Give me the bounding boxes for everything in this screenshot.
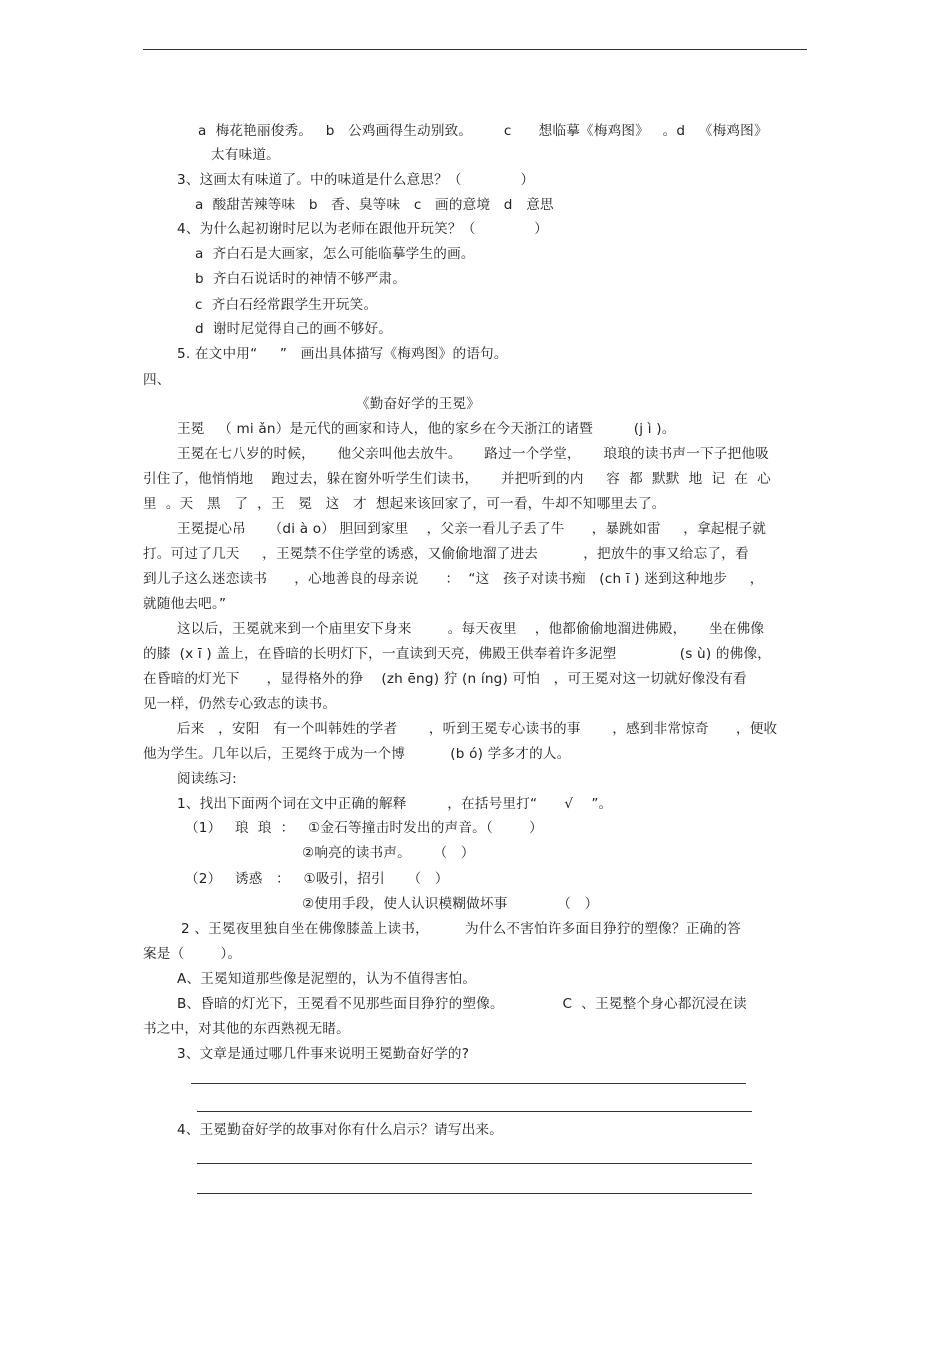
exercise-q1-word1-b: ②响亮的读书声。 （ ） [302, 845, 475, 861]
answer-line[interactable] [197, 1163, 752, 1164]
q5-prev: 5. 在文中用“ ” 画出具体描写《梅鸡图》的语句。 [177, 346, 508, 362]
paragraph-2-line2: 引住了，他悄悄地 跑过去，躲在窗外听学生们读书， 并把听到的内 容 都 默默 地 记 在 心 [143, 471, 771, 487]
paragraph-5-line2: 他为学生。几年以后，王冕终于成为一个博 (b ó) 学多才的人。 [143, 746, 571, 762]
paragraph-5-line1: 后来 ，安阳 有一个叫韩姓的学者 ，听到王冕专心读书的事 ，感到非常惊奇 ，便收 [177, 721, 778, 737]
paragraph-2-line3: 里 。天 黑 了 ，王 冕 这 才 想起来该回家了，可一看，牛却不知哪里去了。 [143, 496, 666, 512]
exercise-q4: 4、王冕勤奋好学的故事对你有什么启示？请写出来。 [177, 1122, 504, 1138]
exercise-q2-option-a: A、王冕知道那些像是泥塑的，认为不值得害怕。 [177, 971, 477, 987]
exercise-q1-word1: （1） 琅 琅 ： ①金石等撞击时发出的声音。（ ） [185, 820, 543, 836]
paragraph-2-line1: 王冕在七八岁的时候， 他父亲叫他去放牛。 路过一个学堂， 琅琅的读书声一下子把他吸 [177, 446, 769, 462]
exercise-q2-line1: 2 、王冕夜里独自坐在佛像膝盖上读书， 为什么不害怕许多面目狰狞的塑像？正确的答 [181, 921, 741, 937]
q4-prev: 4、为什么起初谢时尼以为老师在跟他开玩笑？（ ） [177, 221, 549, 237]
header-rule [143, 49, 807, 50]
q4-prev-option-b: b 齐白石说话时的神情不够严肃。 [195, 271, 406, 287]
paragraph-3-line2: 打。可过了几天 ，王冕禁不住学堂的诱惑，又偷偷地溜了进去 ，把放牛的事又给忘了，看 [143, 546, 749, 562]
paragraph-1: 王冕 （ mi ǎn）是元代的画家和诗人，他的家乡在今天浙江的诸暨 (j ì )。 [177, 421, 676, 437]
exercise-q2-line2: 案是（ ）。 [143, 946, 242, 962]
section-marker: 四、 [143, 372, 171, 388]
paragraph-3-line3: 到儿子这么迷恋读书 ，心地善良的母亲说 ： “这 孩子对读书痴 (ch ī ) 迷到这种地步 ， [143, 571, 764, 587]
exercise-q3: 3、文章是通过哪几件事来说明王冕勤奋好学的? [177, 1046, 470, 1062]
exercise-heading: 阅读练习: [177, 771, 237, 787]
paragraph-3-line1: 王冕提心吊 （di à o） 胆回到家里 ，父亲一看儿子丢了牛 ，暴跳如雷 ，拿起棍子就 [177, 521, 767, 537]
q-prev-options-line1: a 梅花艳丽俊秀。 b 公鸡画得生动别致。 c 想临摹《梅鸡图》 。d 《梅鸡图》 [198, 123, 768, 139]
exercise-q1-word2: （2） 诱惑 ： ①吸引，招引 （ ） [185, 871, 449, 887]
q4-prev-option-c: c 齐白石经常跟学生开玩笑。 [195, 297, 378, 313]
article-title: 《勤奋好学的王冕》 [356, 396, 481, 412]
q4-prev-option-d: d 谢时尼觉得自己的画不够好。 [195, 321, 393, 337]
q3-prev-options: a 酸甜苦辣等味 b 香、臭等味 c 画的意境 d 意思 [195, 197, 554, 213]
answer-line[interactable] [191, 1083, 746, 1084]
exercise-q1-word2-b: ②使用手段，使人认识模糊做坏事 （ ） [302, 896, 599, 912]
paragraph-4-line3: 在昏暗的灯光下 ，显得格外的狰 (zh ēng) 狞 (n íng) 可怕 ，可王冕对这一切就好像没有看 [143, 671, 747, 687]
exercise-q1: 1、找出下面两个词在文中正确的解释 ，在括号里打“ √ ”。 [177, 796, 613, 812]
answer-line[interactable] [197, 1193, 752, 1194]
paragraph-4-line2: 的膝 (x ī ) 盖上，在昏暗的长明灯下，一直读到天亮，佛殿王供奉着许多泥塑 (s ù) 的佛像， [143, 646, 772, 662]
answer-line[interactable] [197, 1111, 752, 1112]
paragraph-4-line4: 见一样，仍然专心致志的读书。 [143, 696, 337, 712]
q-prev-options-line2: 太有味道。 [211, 147, 280, 163]
q3-prev: 3、这画太有味道了。中的味道是什么意思？（ ） [177, 172, 535, 188]
exercise-q2-option-b: B、昏暗的灯光下，王冕看不见那些面目狰狞的塑像。 C 、王冕整个身心都沉浸在读 [177, 996, 747, 1012]
paragraph-3-line4: 就随他去吧。” [143, 596, 227, 612]
paragraph-4-line1: 这以后，王冕就来到一个庙里安下身来 。每天夜里 ，他都偷偷地溜进佛殿， 坐在佛像 [177, 621, 765, 637]
exercise-q2-option-c: 书之中，对其他的东西熟视无睹。 [143, 1021, 350, 1037]
q4-prev-option-a: a 齐白石是大画家，怎么可能临摹学生的画。 [195, 246, 475, 262]
